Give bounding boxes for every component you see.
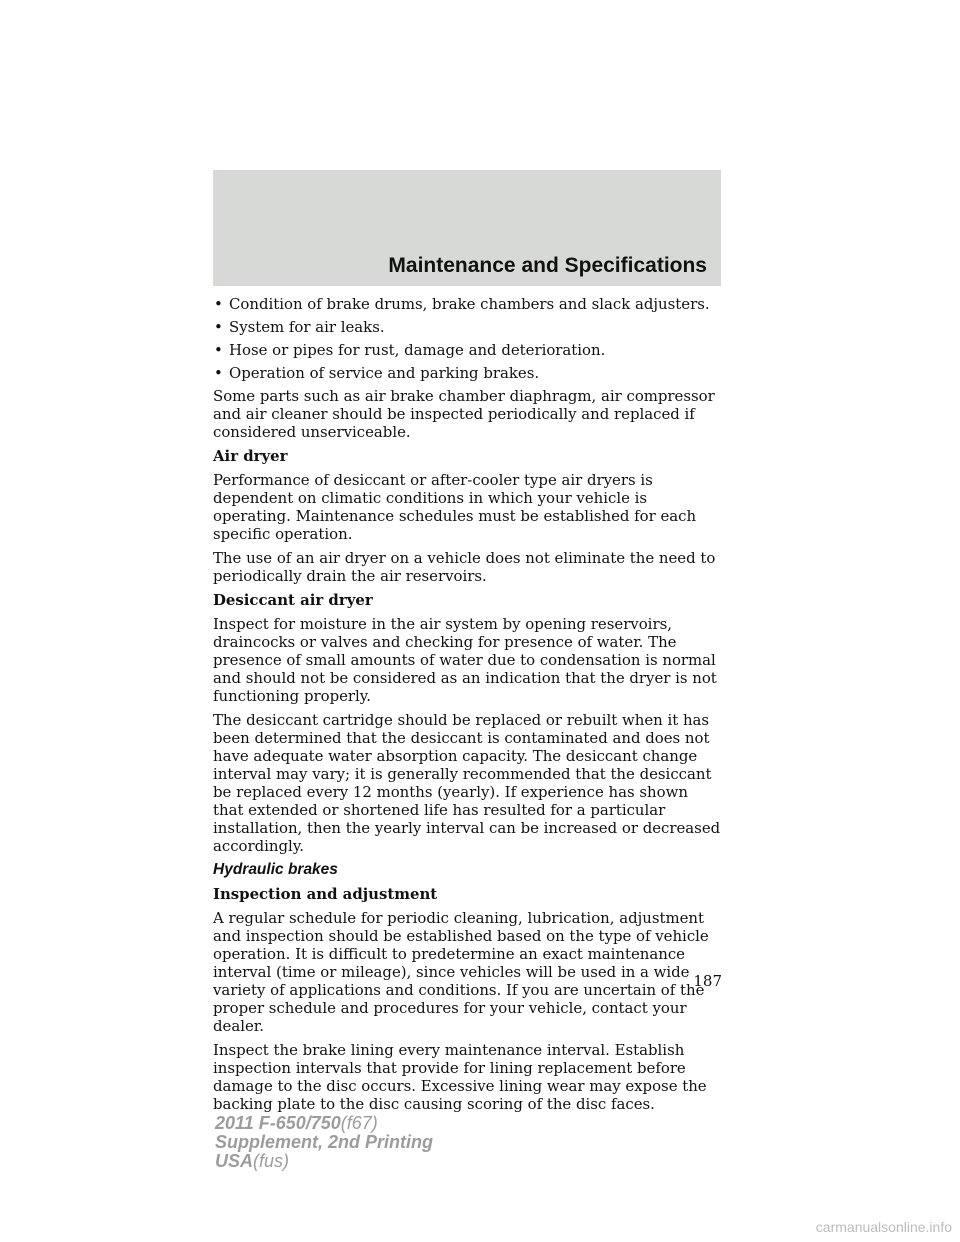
- brake-lining-paragraph: Inspect the brake lining every maintenance interval. Establish inspection intervals that provide for lining replacement before damage to the disc occurs. Excessive lining wear may expose the backing plate to the disc causing scoring of the disc faces.: [213, 1041, 707, 1113]
- print-footer: [215, 1114, 433, 1171]
- footer-market: USA: [215, 1151, 254, 1171]
- footer-model: 2011 F-650/750: [215, 1113, 341, 1133]
- footer-model-code: (f67): [340, 1113, 378, 1133]
- page-number: 187: [693, 972, 722, 990]
- list-item: • Condition of brake drums, brake chambers and slack adjusters.: [213, 295, 723, 313]
- desiccant-moisture-paragraph: Inspect for moisture in the air system by opening reservoirs, draincocks or valves and checking for presence of water. The presence of small amounts of water due to condensation is normal and should not be considered as an indication that the dryer is not functioning properly.: [213, 615, 717, 705]
- air-dryer-heading: Air dryer: [213, 447, 288, 465]
- footer-market-code: (fus): [253, 1151, 290, 1171]
- maintenance-schedule-paragraph: A regular schedule for periodic cleaning, lubrication, adjustment and inspection should be established based on the type of vehicle operation. It is difficult to predetermine an exact maintenance interval (time or mileage), since vehicles will be used in a wide variety of applications and conditions. If you are uncertain of the proper schedule and procedures for your vehicle, contact your dealer.: [213, 909, 709, 1035]
- inspection-checklist: [213, 295, 723, 382]
- list-item: • System for air leaks.: [213, 318, 723, 336]
- inspection-adjustment-heading: Inspection and adjustment: [213, 885, 438, 903]
- air-dryer-performance-paragraph: Performance of desiccant or after-cooler type air dryers is dependent on climatic conditions in which your vehicle is operating. Maintenance schedules must be established for each specific operation.: [213, 471, 697, 543]
- hydraulic-brakes-heading: Hydraulic brakes: [213, 861, 338, 878]
- section-header-band: [213, 170, 721, 286]
- footer-line-edition: Supplement, 2nd Printing: [215, 1132, 434, 1152]
- footer-line-market: [215, 1152, 433, 1171]
- footer-line-model: [215, 1114, 433, 1133]
- list-item: • Operation of service and parking brakes.: [213, 364, 723, 382]
- list-item: • Hose or pipes for rust, damage and deterioration.: [213, 341, 723, 359]
- air-dryer-use-paragraph: The use of an air dryer on a vehicle does not eliminate the need to periodically drain the air reservoirs.: [213, 549, 716, 585]
- desiccant-air-dryer-heading: Desiccant air dryer: [213, 591, 373, 609]
- desiccant-cartridge-paragraph: The desiccant cartridge should be replaced or rebuilt when it has been determined that the desiccant is contaminated and does not have adequate water absorption capacity. The desiccant change interval may vary; it is generally recommended that the desiccant be replaced every 12 months (yearly). If experience has shown that extended or shortened life has resulted for a particular installation, then the yearly interval can be increased or decreased accordingly.: [213, 711, 721, 855]
- watermark: carmanualsonline.info: [815, 1219, 952, 1235]
- page-content: [213, 295, 723, 1119]
- section-title: Maintenance and Specifications: [388, 254, 707, 277]
- parts-inspection-paragraph: Some parts such as air brake chamber diaphragm, air compressor and air cleaner should be inspected periodically and replaced if considered unserviceable.: [213, 387, 715, 441]
